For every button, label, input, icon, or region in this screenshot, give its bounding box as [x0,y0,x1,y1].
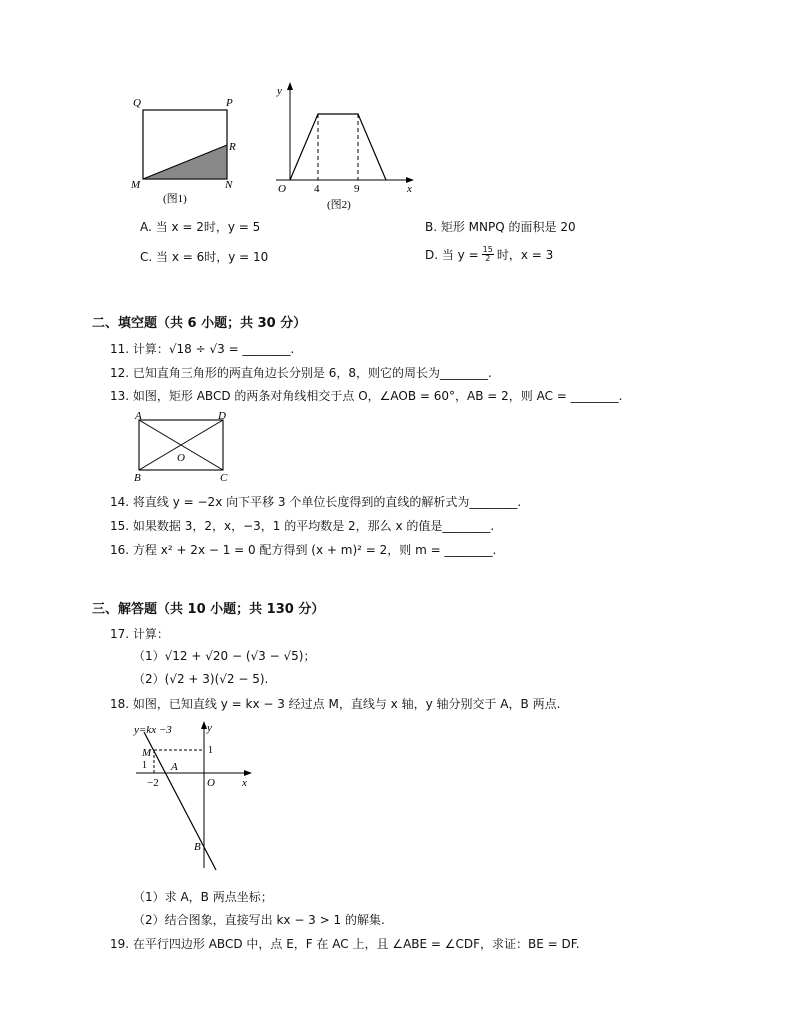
q18: 18. 如图，已知直线 y = kx − 3 经过点 M，直线与 x 轴，y 轴分别交于 A，B 两点. [110,697,561,711]
fig2-x-label: x [407,183,412,195]
q13-figure [128,408,238,484]
q10-option-b: B. 矩形 MNPQ 的面积是 20 [425,220,576,234]
q16: 16. 方程 x² + 2x − 1 = 0 配方得到 (x + m)² = 2，则 m = ________. [110,543,497,557]
section-2-title: 二、填空题（共 6 小题；共 30 分） [92,316,307,331]
q18-label-a: A [171,761,178,773]
q10-option-d-fraction [482,246,494,263]
fig1-label-m: M [131,179,141,191]
shaded-triangle [143,145,227,179]
q13-label-o: O [177,452,185,464]
q13: 13. 如图，矩形 ABCD 的两条对角线相交于点 O，∠AOB = 60°，AB = 2，则 AC = ________. [110,389,623,403]
q13-label-a: A [135,410,142,422]
q17-part-1: （1）√12 + √20 − (√3 − √5)； [133,649,316,663]
q10-option-d-suffix: 时，x = 3 [496,248,554,262]
q10-option-d-num: 15 [482,245,493,254]
q10-option-d-den: 2 [485,254,491,263]
q13-label-d: D [218,410,226,422]
q18-label-y: y [207,722,212,734]
fig2-origin: O [278,183,286,195]
section-3-title: 三、解答题（共 10 小题；共 130 分） [92,602,325,617]
q18-label-x: x [242,777,247,789]
fig1-label-p: P [226,97,233,109]
q10-option-a: A. 当 x = 2时，y = 5 [140,220,261,234]
q17-part-2: （2）(√2 + 3)(√2 − 5). [133,672,269,686]
figure-1 [125,90,245,210]
q15: 15. 如果数据 3，2，x，−3，1 的平均数是 2，那么 x 的值是________. [110,519,495,533]
q18-part-2: （2）结合图象，直接写出 kx − 3 > 1 的解集. [133,913,385,927]
q18-label-o: O [207,777,215,789]
q18-label-b: B [194,841,201,853]
q18-figure [128,718,258,876]
q11: 11. 计算：√18 ÷ √3 = ________. [110,342,295,356]
fig2-tick-4: 4 [314,183,320,195]
fig1-label-q: Q [133,97,141,109]
q18-label-m: M [142,747,152,759]
q18-tick-neg2: −2 [147,777,159,789]
fig2-y-arrow [287,82,293,90]
fig1-label-r: R [229,141,236,153]
q14: 14. 将直线 y = −2x 向下平移 3 个单位长度得到的直线的解析式为________. [110,495,522,509]
fig1-caption: (图1) [163,193,187,205]
q18-x-arrow [244,770,252,776]
fig2-caption: (图2) [327,199,351,211]
fig1-label-n: N [225,179,233,191]
q18-tick-1: 1 [208,745,213,756]
fig2-tick-9: 9 [354,183,360,195]
q12: 12. 已知直角三角形的两直角边长分别是 6，8，则它的周长为________. [110,366,492,380]
q10-option-d-prefix: D. 当 y = [425,248,479,262]
figure-2 [268,80,428,215]
fig2-graph-line [290,114,386,180]
q10-option-c: C. 当 x = 6时，y = 10 [140,250,269,264]
q18-line [144,732,216,870]
q13-label-b: B [134,472,141,484]
q13-label-c: C [220,472,228,484]
q19: 19. 在平行四边形 ABCD 中，点 E，F 在 AC 上，且 ∠ABE = ∠CDF，求证：BE = DF. [110,937,580,951]
q18-tick-1-left: 1 [142,760,147,771]
fig2-y-label: y [277,85,282,97]
q18-line-label: y=kx −3 [134,724,172,736]
q18-part-1: （1）求 A，B 两点坐标； [133,890,273,904]
q10-option-d [425,246,553,263]
q17: 17. 计算： [110,627,169,641]
